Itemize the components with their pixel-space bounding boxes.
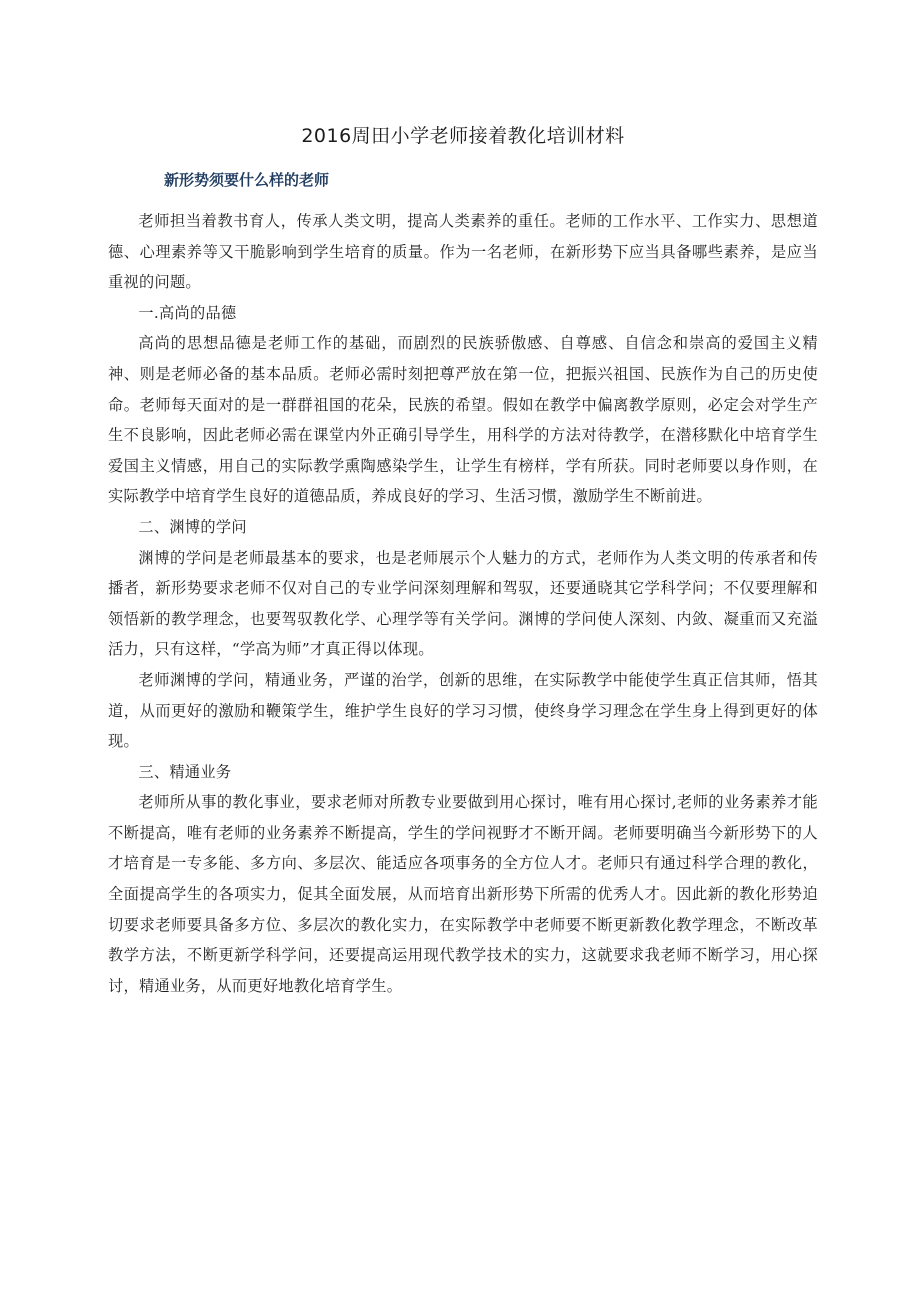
section-heading-2: 二、渊博的学问 (138, 517, 247, 536)
section-2-paragraph-2: 老师渊博的学问，精通业务，严谨的治学，创新的思维，在实际教学中能使学生真正信其师，悟其道，从而更好的激励和鞭策学生，维护学生良好的学习习惯，使终身学习理念在学生身上得到更好的体现。 (108, 670, 818, 751)
section-heading-3: 三、精通业务 (138, 762, 232, 781)
section-1-paragraph-1: 高尚的思想品德是老师工作的基础，而剧烈的民族骄傲感、自尊感、自信念和崇高的爱国主义精神、则是老师必备的基本品质。老师必需时刻把尊严放在第一位，把振兴祖国、民族作为自己的历史使命。老师每天面对的是一群群祖国的花朵，民族的希望。假如在教学中偏离教学原则，必定会对学生产生不良影响，因此老师必需在课堂内外正确引导学生，用科学的方法对待教学，在潜移默化中培育学生爱国主义情感，用自己的实际教学熏陶感染学生，让学生有榜样，学有所获。同时老师要以身作则，在实际教学中培育学生良好的道德品质，养成良好的学习、生活习惯，激励学生不断前进。 (108, 334, 818, 506)
document-body (108, 122, 818, 1001)
section-heading-1: 一.高尚的品德 (138, 303, 237, 322)
document-subtitle: 新形势须要什么样的老师 (164, 171, 330, 189)
section-3-paragraph-1: 老师所从事的教化事业，要求老师对所教专业要做到用心探讨，唯有用心探讨,老师的业务素养才能不断提高，唯有老师的业务素养不断提高，学生的学问视野才不断开阔。老师要明确当今新形势下的人才培育是一专多能、多方向、多层次、能适应各项事务的全方位人才。老师只有通过科学合理的教化，全面提高学生的各项实力，促其全面发展，从而培育出新形势下所需的优秀人才。因此新的教化形势迫切要求老师要具备多方位、多层次的教化实力，在实际教学中老师要不断更新教化教学理念，不断改革教学方法，不断更新学科学问，还要提高运用现代教学技术的实力，这就要求我老师不断学习，用心探讨，精通业务，从而更好地教化培育学生。 (108, 793, 818, 995)
document-title: 2016周田小学老师接着教化培训材料 (301, 125, 625, 147)
intro-paragraph: 老师担当着教书育人，传承人类文明，提高人类素养的重任。老师的工作水平、工作实力、思想道德、心理素养等又干脆影响到学生培育的质量。作为一名老师，在新形势下应当具备哪些素养，是应当重视的问题。 (108, 212, 818, 292)
section-2-paragraph-1: 渊博的学问是老师最基本的要求，也是老师展示个人魅力的方式，老师作为人类文明的传承者和传播者，新形势要求老师不仅对自己的专业学问深刻理解和驾驭，还要通晓其它学科学问；不仅要理解和领悟新的教学理念，也要驾驭教化学、心理学等有关学问。渊博的学问使人深刻、内敛、凝重而又充溢活力，只有这样，“学高为师”才真正得以体现。 (108, 548, 818, 659)
